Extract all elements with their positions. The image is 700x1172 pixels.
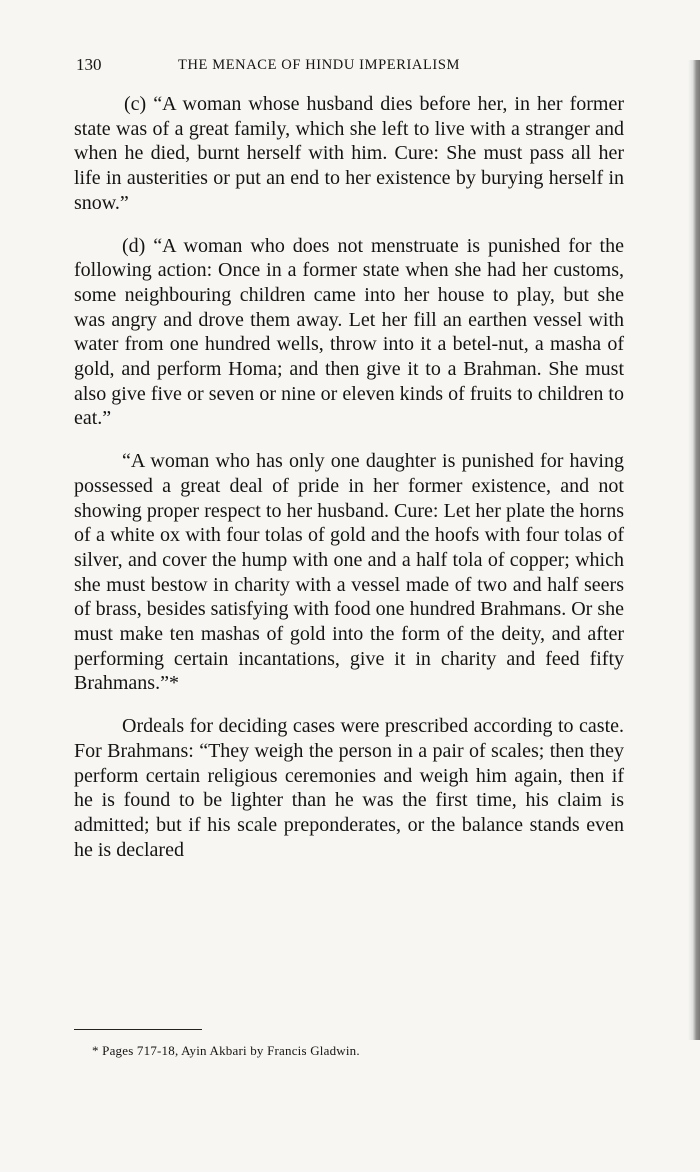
paragraph-d: (d) “A woman who does not menstruate is punished for the following action: Once in a former state when she had her customs, some neighbouring children came into her house to play, but she was angry and drove them away. Let her fill an earthen vessel with water from one hundred wells, throw into it a betel-nut, a masha of gold, and perform Homa; and then give it to a Brahman. She must also give five or seven or nine or eleven kinds of fruits to children to eat.” bbox=[74, 234, 624, 430]
page-number: 130 bbox=[76, 55, 102, 74]
running-head: THE MENACE OF HINDU IMPERIALISM bbox=[178, 57, 461, 73]
footnote-rule bbox=[74, 1029, 202, 1030]
paragraph-ordeals: Ordeals for deciding cases were prescribed according to caste. For Brahmans: “They weigh the person in a pair of scales; then they perform certain religious ceremonies and weigh him again, then if he is found to be lighter than he was the first time, his claim is admitted; but if his scale preponderates, or the balance stands even he is declared bbox=[74, 715, 624, 861]
page-edge-shadow bbox=[688, 60, 700, 1040]
paragraph-c: (c) “A woman whose husband dies before her, in her former state was of a great family, which she left to live with a stranger and when he died, burnt herself with him. Cure: She must pass all her life in austerities or put an end to her existence by burying herself in snow.” bbox=[74, 93, 624, 214]
paragraph-one-daughter: “A woman who has only one daughter is punished for having possessed a great deal of pride in her former existence, and not showing proper respect to her husband. Cure: Let her plate the horns of a white ox with four tolas of gold and the hoofs with four tolas of silver, and cover the hump with one and a half tola of copper; which she must bestow in charity with a vessel made of two and half seers of brass, besides satisfying with food one hundred Brahmans. Or she must make ten mashas of gold into the form of the deity, and after performing certain incantations, give it in charity and feed fifty Brahmans.”* bbox=[74, 450, 624, 695]
body-text bbox=[74, 92, 624, 880]
page-header bbox=[76, 55, 626, 81]
footnote: * Pages 717-18, Ayin Akbari by Francis Gladwin. bbox=[92, 1043, 360, 1058]
